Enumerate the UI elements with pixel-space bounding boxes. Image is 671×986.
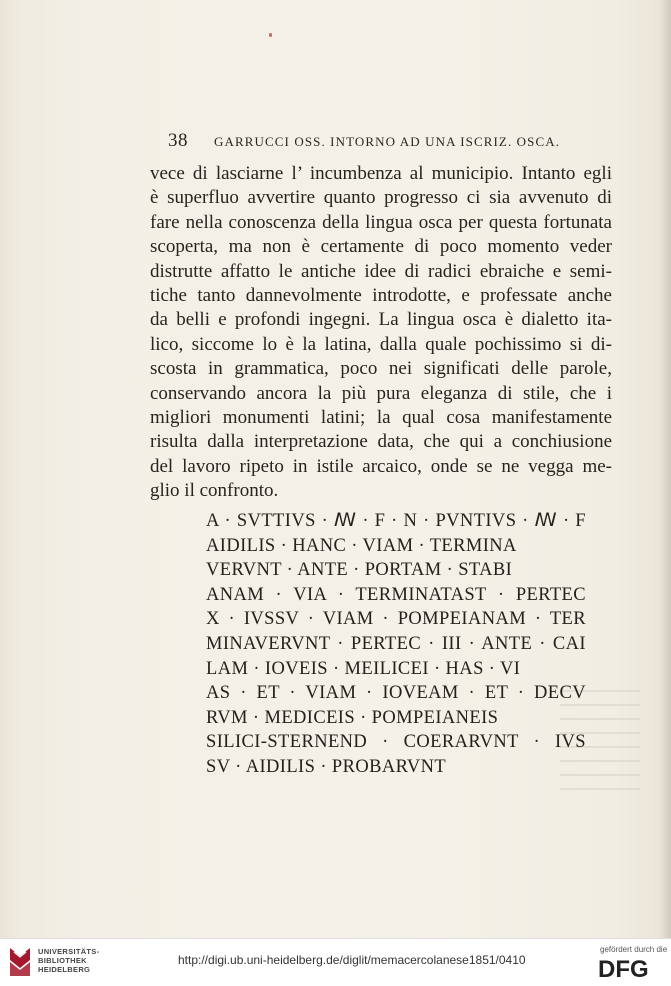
text-line: scosta in grammatica, poco nei significati delle parole, — [150, 358, 612, 380]
text-line: vece di lasciarne l’ incumbenza al municipio. Intanto egli — [150, 163, 612, 184]
inscription-line: ANAM · VIA · TERMINATAST · PERTEC — [206, 584, 586, 605]
library-name-line: HEIDELBERG — [38, 965, 91, 974]
page-header — [168, 130, 613, 156]
ink-speck — [269, 33, 272, 37]
latin-inscription — [206, 509, 586, 780]
running-title: GARRUCCI OSS. INTORNO AD UNA ISCRIZ. OSCA. — [214, 134, 561, 149]
inscription-line: X · IVSSV · VIAM · POMPEIANAM · TER — [206, 609, 586, 630]
text-line: lico, siccome lo è la latina, dalla quale pochissimo si di- — [150, 333, 612, 355]
inscription-line: SILICI-STERNEND · COERARVNT · IVS — [206, 732, 586, 753]
text-line: è superfluo avvertire quanto progresso ci sia avvenuto di — [150, 187, 612, 209]
permalink[interactable]: http://digi.ub.uni-heidelberg.de/diglit/memacercolanese1851/0410 — [178, 953, 526, 967]
library-name[interactable] — [38, 947, 99, 974]
inscription-line: RVM · MEDICEIS · POMPEIANEIS — [206, 707, 499, 728]
text-line: scoperta, ma non è certamente di poco momento veder — [150, 236, 612, 258]
text-line: tiche tanto dannevolmente introdotte, e professate anche — [150, 284, 612, 306]
text-line: conservando ancora la più pura eleganza di stile, che i — [150, 382, 612, 404]
text-line: migliori monumenti latini; la qual cosa manifestamente — [150, 406, 612, 428]
inscription-line: VERVNT · ANTE · PORTAM · STABI — [206, 560, 513, 581]
text-line: del lavoro ripeto in istile arcaico, onde se ne vegga me- — [150, 455, 612, 477]
text-line: risulta dalla interpretazione data, che qui a conchiusione — [150, 431, 612, 453]
inscription-line: LAM · IOVEIS · MEILICEI · HAS · VI — [206, 658, 521, 679]
inscription-line: AS · ET · VIAM · IOVEAM · ET · DECV — [206, 683, 586, 704]
funding-note: gefördert durch die — [600, 945, 668, 954]
dfg-logo-icon[interactable] — [598, 956, 662, 980]
inscription-line: SV · AIDILIS · PROBARVNT — [206, 756, 447, 777]
show-through-text — [560, 690, 640, 800]
page-number: 38 — [168, 130, 188, 151]
inscription-line: A · SVTTIVS · ꟿ · F · N · PVNTIVS · ꟿ · F — [206, 511, 586, 531]
text-line: distrutte affatto le antiche idee di radici ebraiche e semi- — [150, 260, 612, 282]
university-library-logo-icon[interactable] — [8, 946, 32, 978]
dfg-logo-text: DFG — [598, 956, 649, 980]
library-name-line: UNIVERSITÄTS- — [38, 947, 100, 956]
viewer-footer — [0, 938, 671, 986]
library-name-line: BIBLIOTHEK — [38, 956, 87, 965]
text-line: da belli e profondi ingegni. La lingua osca è dialetto ita- — [150, 309, 612, 331]
text-line: glio il confronto. — [150, 480, 279, 502]
text-line: fare nella conoscenza della lingua osca per questa fortunata — [150, 211, 612, 233]
inscription-line: MINAVERVNT · PERTEC · III · ANTE · CAI — [206, 633, 586, 654]
inscription-line: AIDILIS · HANC · VIAM · TERMINA — [206, 535, 517, 556]
body-paragraph — [150, 162, 612, 503]
